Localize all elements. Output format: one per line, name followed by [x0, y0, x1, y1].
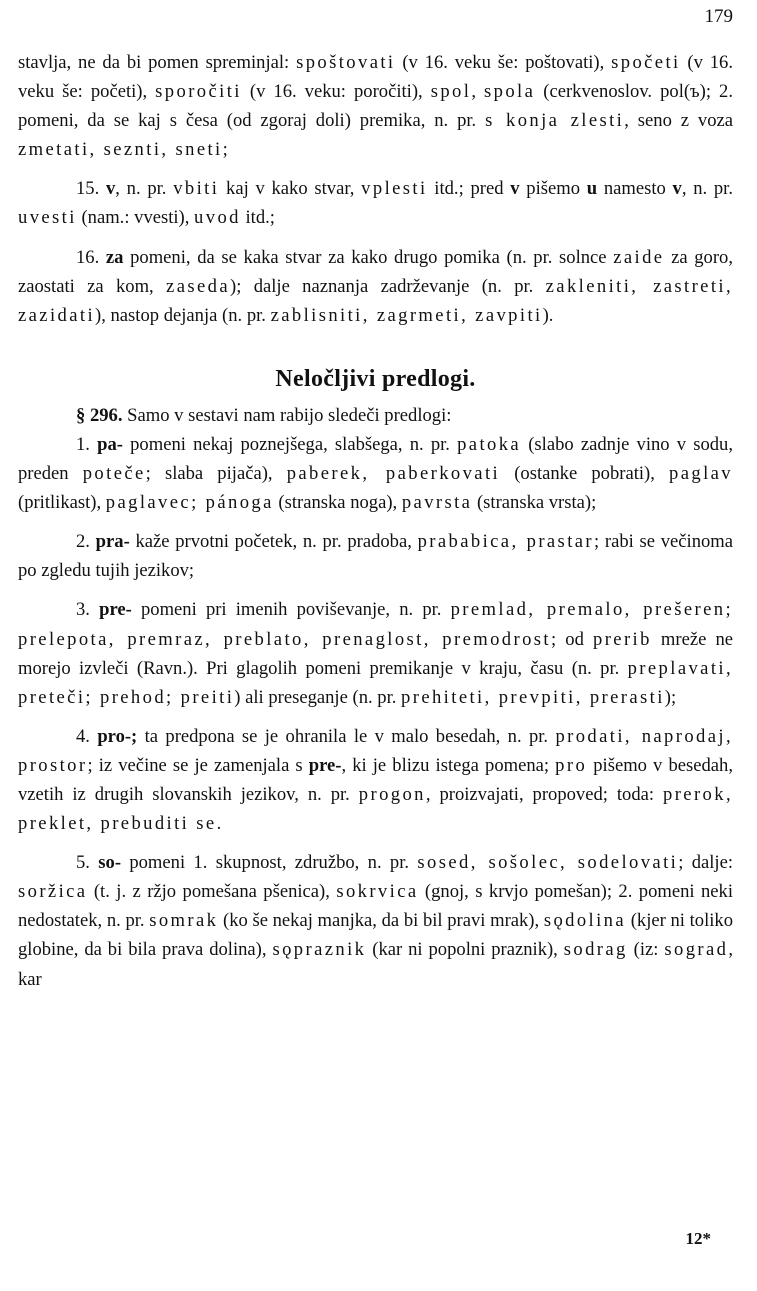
spaced-example: spočeti — [611, 52, 681, 73]
spaced-example: spola — [484, 81, 536, 103]
text-run: ); dalje naznanja zadrževanje (n. pr. — [230, 275, 546, 297]
paragraph-p3 — [18, 243, 733, 330]
spaced-example: pro — [555, 754, 588, 776]
bold-term: v — [672, 178, 682, 200]
section-prefixes-continued — [18, 48, 733, 330]
spaced-example: zmetati, seznti, sneti; — [18, 139, 231, 161]
text-run: ta predpona se je ohranila le v malo besedah, n. pr. — [137, 725, 556, 747]
spaced-example: zablisniti, zagrmeti, zavpiti — [270, 304, 543, 326]
text-run: , n. pr. — [115, 178, 174, 200]
spaced-example: premlad, premalo, prešeren; prelepota, premraz, preblato, prenaglost, premodrost — [18, 599, 734, 650]
spaced-example: paglav — [669, 463, 733, 485]
text-run: 5. — [76, 852, 99, 874]
spaced-example: zakleniti, zastreti, zazidati — [18, 275, 733, 326]
text-run: , ki je blizu istega pomena; — [341, 754, 556, 776]
text-run: (v 16. veku: poročiti), — [241, 81, 431, 103]
spaced-example: sǫpraznik — [272, 939, 367, 961]
paragraph-p9 — [18, 848, 733, 993]
spaced-example: spol — [430, 81, 472, 103]
bold-term: pro-; — [97, 725, 138, 747]
text-run: (gnoj, s krvjo pomešan); 2. pomeni neki nedostatek, n. pr. — [18, 881, 734, 932]
printer-signature-mark: 12* — [685, 1229, 711, 1248]
text-run: ; dalje: — [678, 852, 734, 874]
text-run: ; rabi se večinoma po zgledu tujih jezikov; — [18, 531, 734, 582]
text-run: pišemo — [519, 178, 587, 200]
bold-term: v — [510, 178, 520, 200]
text-run: (stranska vrsta); — [472, 492, 597, 514]
text-run: (kar ni popolni praznik), — [366, 939, 564, 961]
text-run: mreže ne morejo izvleči (Ravn.). Pri glagolih pomeni premikanje v kraju, času (n. pr. — [18, 628, 733, 679]
spaced-example: sǫdolina — [543, 910, 627, 932]
text-run: (stranska noga), — [273, 492, 402, 514]
spaced-example: progon — [358, 783, 426, 805]
bold-term: pre- — [99, 599, 132, 621]
spaced-example: zaide — [613, 246, 665, 268]
spaced-example: prodati, naprodaj, prostor — [18, 725, 734, 776]
text-run: (t. j. z ržjo pomešana pšenica), — [87, 881, 337, 903]
spaced-example: paglavec; pánoga — [105, 492, 274, 514]
text-run: ; iz večine se je zamenjala s — [87, 754, 309, 776]
bold-term: pre- — [308, 754, 342, 776]
spaced-example: s konja zlesti — [485, 110, 625, 132]
text-run: 16. — [76, 246, 106, 268]
text-run: (nam.: vvesti), — [76, 207, 195, 229]
spaced-example: sodrag — [563, 939, 628, 961]
text-run: , seno z voza — [624, 110, 734, 132]
text-run: pomeni 1. skupnost, združbo, n. pr. — [121, 852, 418, 874]
spaced-example: sokrvica — [336, 881, 419, 903]
text-run: Samo v sestavi nam rabijo sledeči predlogi: — [122, 404, 452, 426]
paragraph-p7 — [18, 595, 733, 711]
text-run: itd.; pred — [427, 178, 511, 200]
bold-term: u — [586, 178, 598, 200]
spaced-example: zaseda — [166, 275, 230, 297]
spaced-example: poteče — [82, 463, 146, 485]
text-run: ); — [664, 686, 677, 708]
spaced-example: sosed, sošolec, sodelovati — [417, 852, 679, 874]
spaced-example: vbiti — [173, 178, 220, 200]
paragraph-p5 — [18, 430, 733, 517]
bold-term: pa- — [97, 433, 123, 455]
spaced-example: spoštovati — [296, 52, 396, 73]
spaced-example: somrak — [149, 910, 219, 932]
text-run: za goro, zaostati za kom, — [18, 246, 733, 297]
spaced-example: pavrsta — [401, 492, 473, 514]
text-run: (v 16. veku še: početi), — [18, 52, 733, 103]
text-run: 1. — [76, 433, 98, 455]
text-run: . — [216, 813, 222, 835]
spaced-example: paberek, paberkovati — [286, 463, 501, 485]
text-run: pomeni pri imenih poviševanje, n. pr. — [131, 599, 451, 621]
spaced-example: sporočiti — [155, 81, 242, 103]
text-run: itd.; — [240, 207, 275, 229]
text-run: , n. pr. — [681, 178, 733, 200]
text-run: ; od — [551, 628, 593, 650]
text-run: ). — [542, 304, 554, 326]
text-run: (ko še nekaj manjka, da bi bil pravi mrak), — [218, 910, 544, 932]
spaced-example: uvesti — [18, 207, 77, 229]
page-body — [18, 48, 733, 994]
text-run: ) ali preseganje (n. pr. — [234, 686, 402, 708]
bold-term: v — [105, 178, 116, 200]
text-run: kaže prvotni početek, n. pr. pradoba, — [129, 531, 418, 553]
text-run: (iz: — [627, 939, 665, 961]
text-run: ; slaba pijača), — [145, 463, 287, 485]
spaced-example: prababica, prastar — [417, 531, 595, 553]
text-run: 3. — [76, 599, 100, 621]
text-run: pomeni, da se kaka stvar za kako drugo pomika (n. pr. solnce — [123, 246, 614, 268]
text-run: (cerkvenoslov. pol(ъ); 2. pomeni, da se kaj s česa (od zgoraj doli) premika, n. pr. — [18, 81, 733, 132]
spaced-example: patoka — [457, 433, 522, 455]
text-run: 15. — [76, 178, 106, 200]
text-run: (v 16. veku še: poštovati), — [395, 52, 612, 73]
spaced-example: preplavati, preteči; prehod; preiti — [18, 657, 733, 708]
text-run: , proizvajati, propoved; toda: — [425, 783, 664, 805]
text-run: 2. — [76, 531, 96, 553]
section-heading: Neločljivi predlogi. — [275, 365, 476, 392]
spaced-example: prerok, preklet, prebuditi se — [18, 783, 733, 835]
spaced-example: soržica — [18, 881, 88, 903]
text-run: (pritlikast), — [18, 492, 106, 514]
spaced-example: prerib — [593, 628, 652, 650]
text-run: pomeni nekaj poznejšega, slabšega, n. pr. — [122, 433, 458, 455]
text-run: kaj v kako stvar, — [219, 178, 362, 200]
text-run: , — [471, 81, 485, 103]
bold-term: § 296. — [76, 404, 123, 426]
paragraph-p2 — [18, 174, 733, 232]
paragraph-p6 — [18, 527, 733, 585]
text-run: pišemo v besedah, vzetih iz drugih slovanskih jezikov, n. pr. — [18, 754, 733, 805]
text-run: namesto — [597, 178, 673, 200]
text-run: (kjer ni toliko globine, da bi bila prava dolina), — [18, 910, 733, 961]
spaced-example: prehiteti, prevpiti, prerasti — [401, 686, 665, 708]
text-run: , kar — [18, 939, 734, 990]
bold-term: so- — [98, 852, 122, 874]
text-run: 4. — [76, 725, 98, 747]
text-run: ), nastop dejanja (n. pr. — [95, 304, 271, 326]
text-run: (slabo zadnje vino v sodu, preden — [18, 433, 733, 485]
paragraph-p8 — [18, 722, 733, 838]
page-number: 179 — [704, 6, 733, 27]
paragraph-p1 — [18, 48, 733, 164]
text-run: (ostanke pobrati), — [500, 463, 670, 485]
section-inseparable-prefixes — [18, 401, 733, 994]
spaced-example: uvod — [194, 207, 241, 229]
text-run: stavlja, ne da bi pomen spreminjal: — [18, 52, 297, 73]
bold-term: pra- — [95, 531, 130, 553]
paragraph-p4 — [18, 401, 733, 430]
bold-term: za — [105, 246, 124, 268]
spaced-example: sograd — [664, 939, 729, 961]
spaced-example: vplesti — [361, 178, 428, 200]
